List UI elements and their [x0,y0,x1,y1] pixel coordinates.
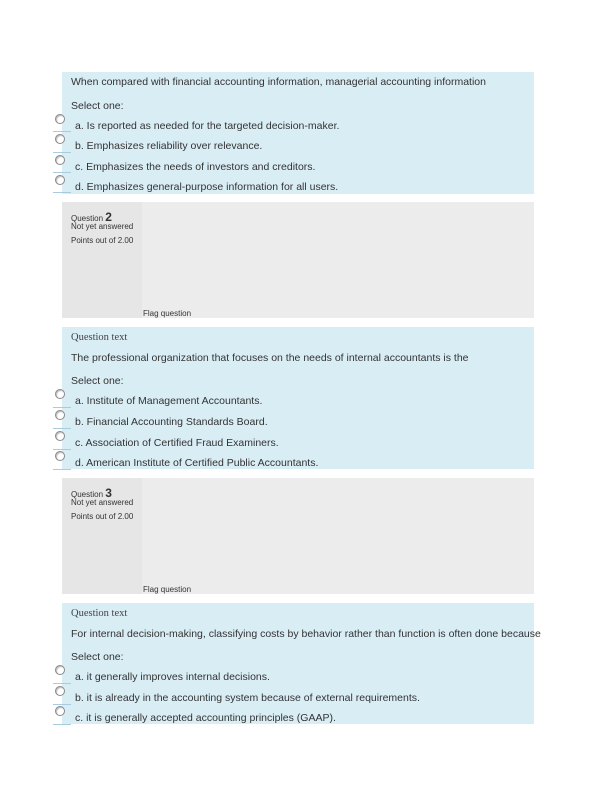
question-3-info-block [62,478,534,594]
answer-status: Not yet answered [71,498,134,507]
option-label: d. American Institute of Certified Public Accountants. [75,457,319,469]
points-label: Points out of 2.00 [71,236,134,245]
radio-button[interactable] [55,389,65,399]
question-3-option-b[interactable] [75,692,420,704]
option-underline [53,683,71,684]
radio-button[interactable] [55,155,65,165]
option-underline [53,428,71,429]
question-2-text-block [62,327,534,469]
question-word: Question [71,490,104,499]
question-2-option-d[interactable] [75,457,318,469]
question-number-value: 3 [105,486,112,500]
radio-button[interactable] [55,175,65,185]
question-3-option-a[interactable] [75,671,270,683]
question-2-select-label: Select one: [71,375,124,387]
question-3-select-label: Select one: [71,651,124,663]
question-text-label: Question text [71,608,128,619]
question-2-option-a[interactable] [75,395,262,407]
radio-button[interactable] [55,686,65,696]
question-2-option-c[interactable] [75,437,279,449]
question-1-option-a[interactable] [75,120,339,132]
option-label: c. it is generally accepted accounting principles (GAAP). [75,712,336,724]
question-1-select-label: Select one: [71,100,124,112]
radio-button[interactable] [55,706,65,716]
radio-button[interactable] [55,451,65,461]
radio-button[interactable] [55,134,65,144]
question-1-text-block [62,72,534,194]
question-3-text-block [62,603,541,724]
radio-button[interactable] [55,665,65,675]
question-2-prompt: The professional organization that focuses on the needs of internal accountants is the [71,352,469,364]
option-label: b. Financial Accounting Standards Board. [75,416,268,428]
option-underline [53,152,71,153]
option-label: c. Emphasizes the needs of investors and creditors. [75,161,316,173]
option-label: a. it generally improves internal decisions. [75,671,270,683]
radio-button[interactable] [55,431,65,441]
option-underline [53,449,71,450]
option-label: c. Association of Certified Fraud Examiners. [75,437,279,449]
option-underline [53,131,71,132]
question-3-prompt: For internal decision-making, classifying costs by behavior rather than function is often done because [71,628,541,640]
option-underline [53,172,71,173]
option-label: a. Is reported as needed for the targeted decision-maker. [75,120,340,132]
question-2-option-b[interactable] [75,416,268,428]
points-label: Points out of 2.00 [71,512,134,521]
question-word: Question [71,214,104,223]
question-number-value: 2 [105,210,112,224]
question-1-prompt: When compared with financial accounting information, managerial accounting information [71,76,486,88]
radio-button[interactable] [55,114,65,124]
question-1-option-c[interactable] [75,161,315,173]
option-underline [53,192,71,193]
option-underline [53,724,71,725]
option-label: b. Emphasizes reliability over relevance. [75,140,263,152]
flag-question-link[interactable]: Flag question [143,585,192,594]
question-3-option-c[interactable] [75,712,336,724]
radio-button[interactable] [55,410,65,420]
question-2-info-block [62,202,534,318]
flag-question-link[interactable]: Flag question [143,309,192,318]
option-label: b. it is already in the accounting system because of external requirements. [75,692,420,704]
option-label: d. Emphasizes general-purpose information for all users. [75,181,339,193]
answer-status: Not yet answered [71,222,134,231]
option-underline [53,469,71,470]
question-text-label: Question text [71,332,128,343]
option-underline [53,704,71,705]
option-underline [53,407,71,408]
question-1-option-b[interactable] [75,140,262,152]
option-label: a. Institute of Management Accountants. [75,395,263,407]
question-1-option-d[interactable] [75,181,338,193]
